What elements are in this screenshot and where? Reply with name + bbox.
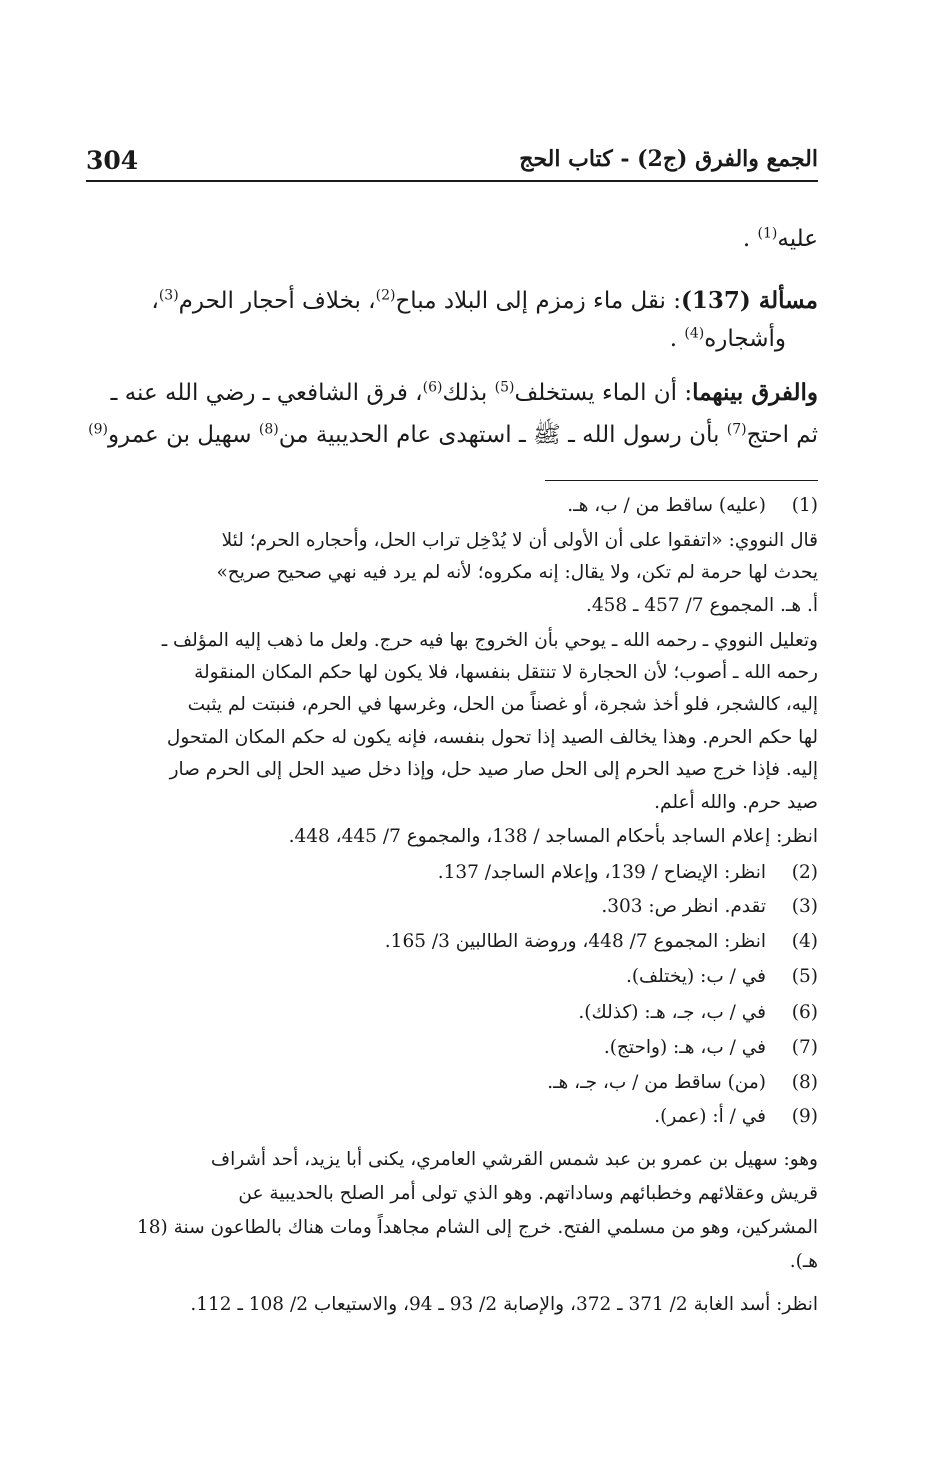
biography-line: قريش وعقلائهم وخطبائهم وساداتهم. وهو الذي تولى أمر الصلح بالحديبية عن <box>238 1183 818 1204</box>
difference-line-1: والفرق بينهما: أن الماء يستخلف$^{(5)}$ بذلك$^{(6)}$، فرق الشافعي ـ رضي الله عنه ـ <box>110 379 818 406</box>
comment-line: إليه. فإذا خرج صيد الحرم إلى الحل صار صيد حل، وإذا دخل صيد الحل إلى الحرم صار <box>169 759 818 780</box>
footnote-text: (من) ساقط من / ب، جـ، هـ. <box>547 1072 766 1093</box>
footnote-ref: (7) <box>726 421 747 438</box>
footnote-text: في / ب: (يختلف). <box>625 966 766 987</box>
footnote-text: تقدم. انظر ص: 303. <box>601 896 766 917</box>
running-title: الجمع والفرق (ج2) - كتاب الحج <box>519 146 818 172</box>
footnote-ref: (2) <box>375 287 396 304</box>
biography-line: هـ). <box>789 1251 818 1272</box>
footnote-ref: (5) <box>494 379 515 396</box>
footnote-ref: (9) <box>88 421 108 438</box>
footnote-number: (4) <box>791 931 818 952</box>
footnote-text: انظر: المجموع 7/ 448، وروضة الطالبين 3/ 165. <box>384 931 766 952</box>
comment-line: رحمه الله ـ أصوب؛ لأن الحجارة لا تنتقل بنفسها، فلا يكون لها حكم المكان المنقولة <box>194 662 818 683</box>
comment-line: صيد حرم. والله أعلم. <box>654 792 818 813</box>
footnote-ref: (8) <box>258 421 279 438</box>
difference-label: والفرق بينهما <box>692 379 818 406</box>
quote-line: قال النووي: «اتفقوا على أن الأولى أن لا يُدْخِل تراب الحل، وأحجاره الحرم؛ لئلا <box>221 530 818 551</box>
footnote-number: (8) <box>791 1072 818 1093</box>
footnote-number: (7) <box>791 1037 818 1058</box>
issue-line-1: مسألة (137): نقل ماء زمزم إلى البلاد مباح$^{(2)}$، بخلاف أحجار الحرم$^{(3)}$، <box>151 287 818 314</box>
footnote-ref: (3) <box>158 287 179 304</box>
footnote-number: (3) <box>791 896 818 917</box>
comment-line: إليه، كالشجر، فلو أخذ شجرة، أو غصناً من الحل، وغرسها في الحرم، فنبتت لم يثبت <box>187 694 818 715</box>
page-number: 304 <box>86 146 139 175</box>
footnote-text: (عليه) ساقط من / ب، هـ. <box>567 495 766 516</box>
reference-line: انظر: أسد الغابة 2/ 371 ـ 372، والإصابة 2/ 93 ـ 94، والاستيعاب 2/ 108 ـ 112. <box>190 1294 818 1315</box>
biography-line: المشركين، وهو من مسلمي الفتح. خرج إلى الشام مجاهداً ومات هناك بالطاعون سنة (18 <box>136 1217 818 1238</box>
quote-line: أ. هـ. المجموع 7/ 457 ـ 458. <box>585 595 818 616</box>
biography-line: وهو: سهيل بن عمرو بن عبد شمس القرشي العامري، يكنى أبا يزيد، أحد أشراف <box>210 1149 818 1170</box>
footnote-ref: (1) <box>757 225 778 242</box>
reference-line: انظر: إعلام الساجد بأحكام المساجد / 138، والمجموع 7/ 445، 448. <box>288 826 818 847</box>
footnote-number: (6) <box>791 1002 818 1023</box>
footnote-number: (1) <box>791 495 818 516</box>
footnote-ref: (6) <box>422 379 443 396</box>
footnote-number: (9) <box>791 1106 818 1127</box>
footnote-text: في / أ: (عمر). <box>654 1106 766 1127</box>
footnote-ref: (4) <box>684 325 705 342</box>
continuation-line: عليه$^{(1)}$ . <box>742 225 818 252</box>
page-header <box>86 140 818 182</box>
issue-line-2: وأشجاره$^{(4)}$ . <box>669 325 786 352</box>
issue-label: مسألة (137) <box>681 287 818 314</box>
footnote-separator <box>545 480 818 481</box>
footnote-text: في / ب، هـ: (واحتج). <box>603 1037 766 1058</box>
footnote-text: في / ب، جـ، هـ: (كذلك). <box>578 1002 766 1023</box>
footnote-number: (2) <box>791 862 818 883</box>
footnote-text: انظر: الإيضاح / 139، وإعلام الساجد/ 137. <box>437 862 766 883</box>
comment-line: وتعليل النووي ـ رحمه الله ـ يوحي بأن الخروج بها فيه حرج. ولعل ما ذهب إليه المؤلف ـ <box>161 630 818 651</box>
difference-line-2: ثم احتج$^{(7)}$ بأن رسول الله ـ ﷺ ـ استهدى عام الحديبية من$^{(8)}$ سهيل بن عمرو$^{(9)}$ <box>88 421 818 448</box>
quote-line: يحدث لها حرمة لم تكن، ولا يقال: إنه مكروه؛ لأنه لم يرد فيه نهي صحيح صريح» <box>216 562 818 583</box>
footnote-number: (5) <box>791 966 818 987</box>
comment-line: لها حكم الحرم. وهذا يخالف الصيد إذا تحول بنفسه، فإنه يكون له حكم المكان المتحول <box>166 727 818 748</box>
